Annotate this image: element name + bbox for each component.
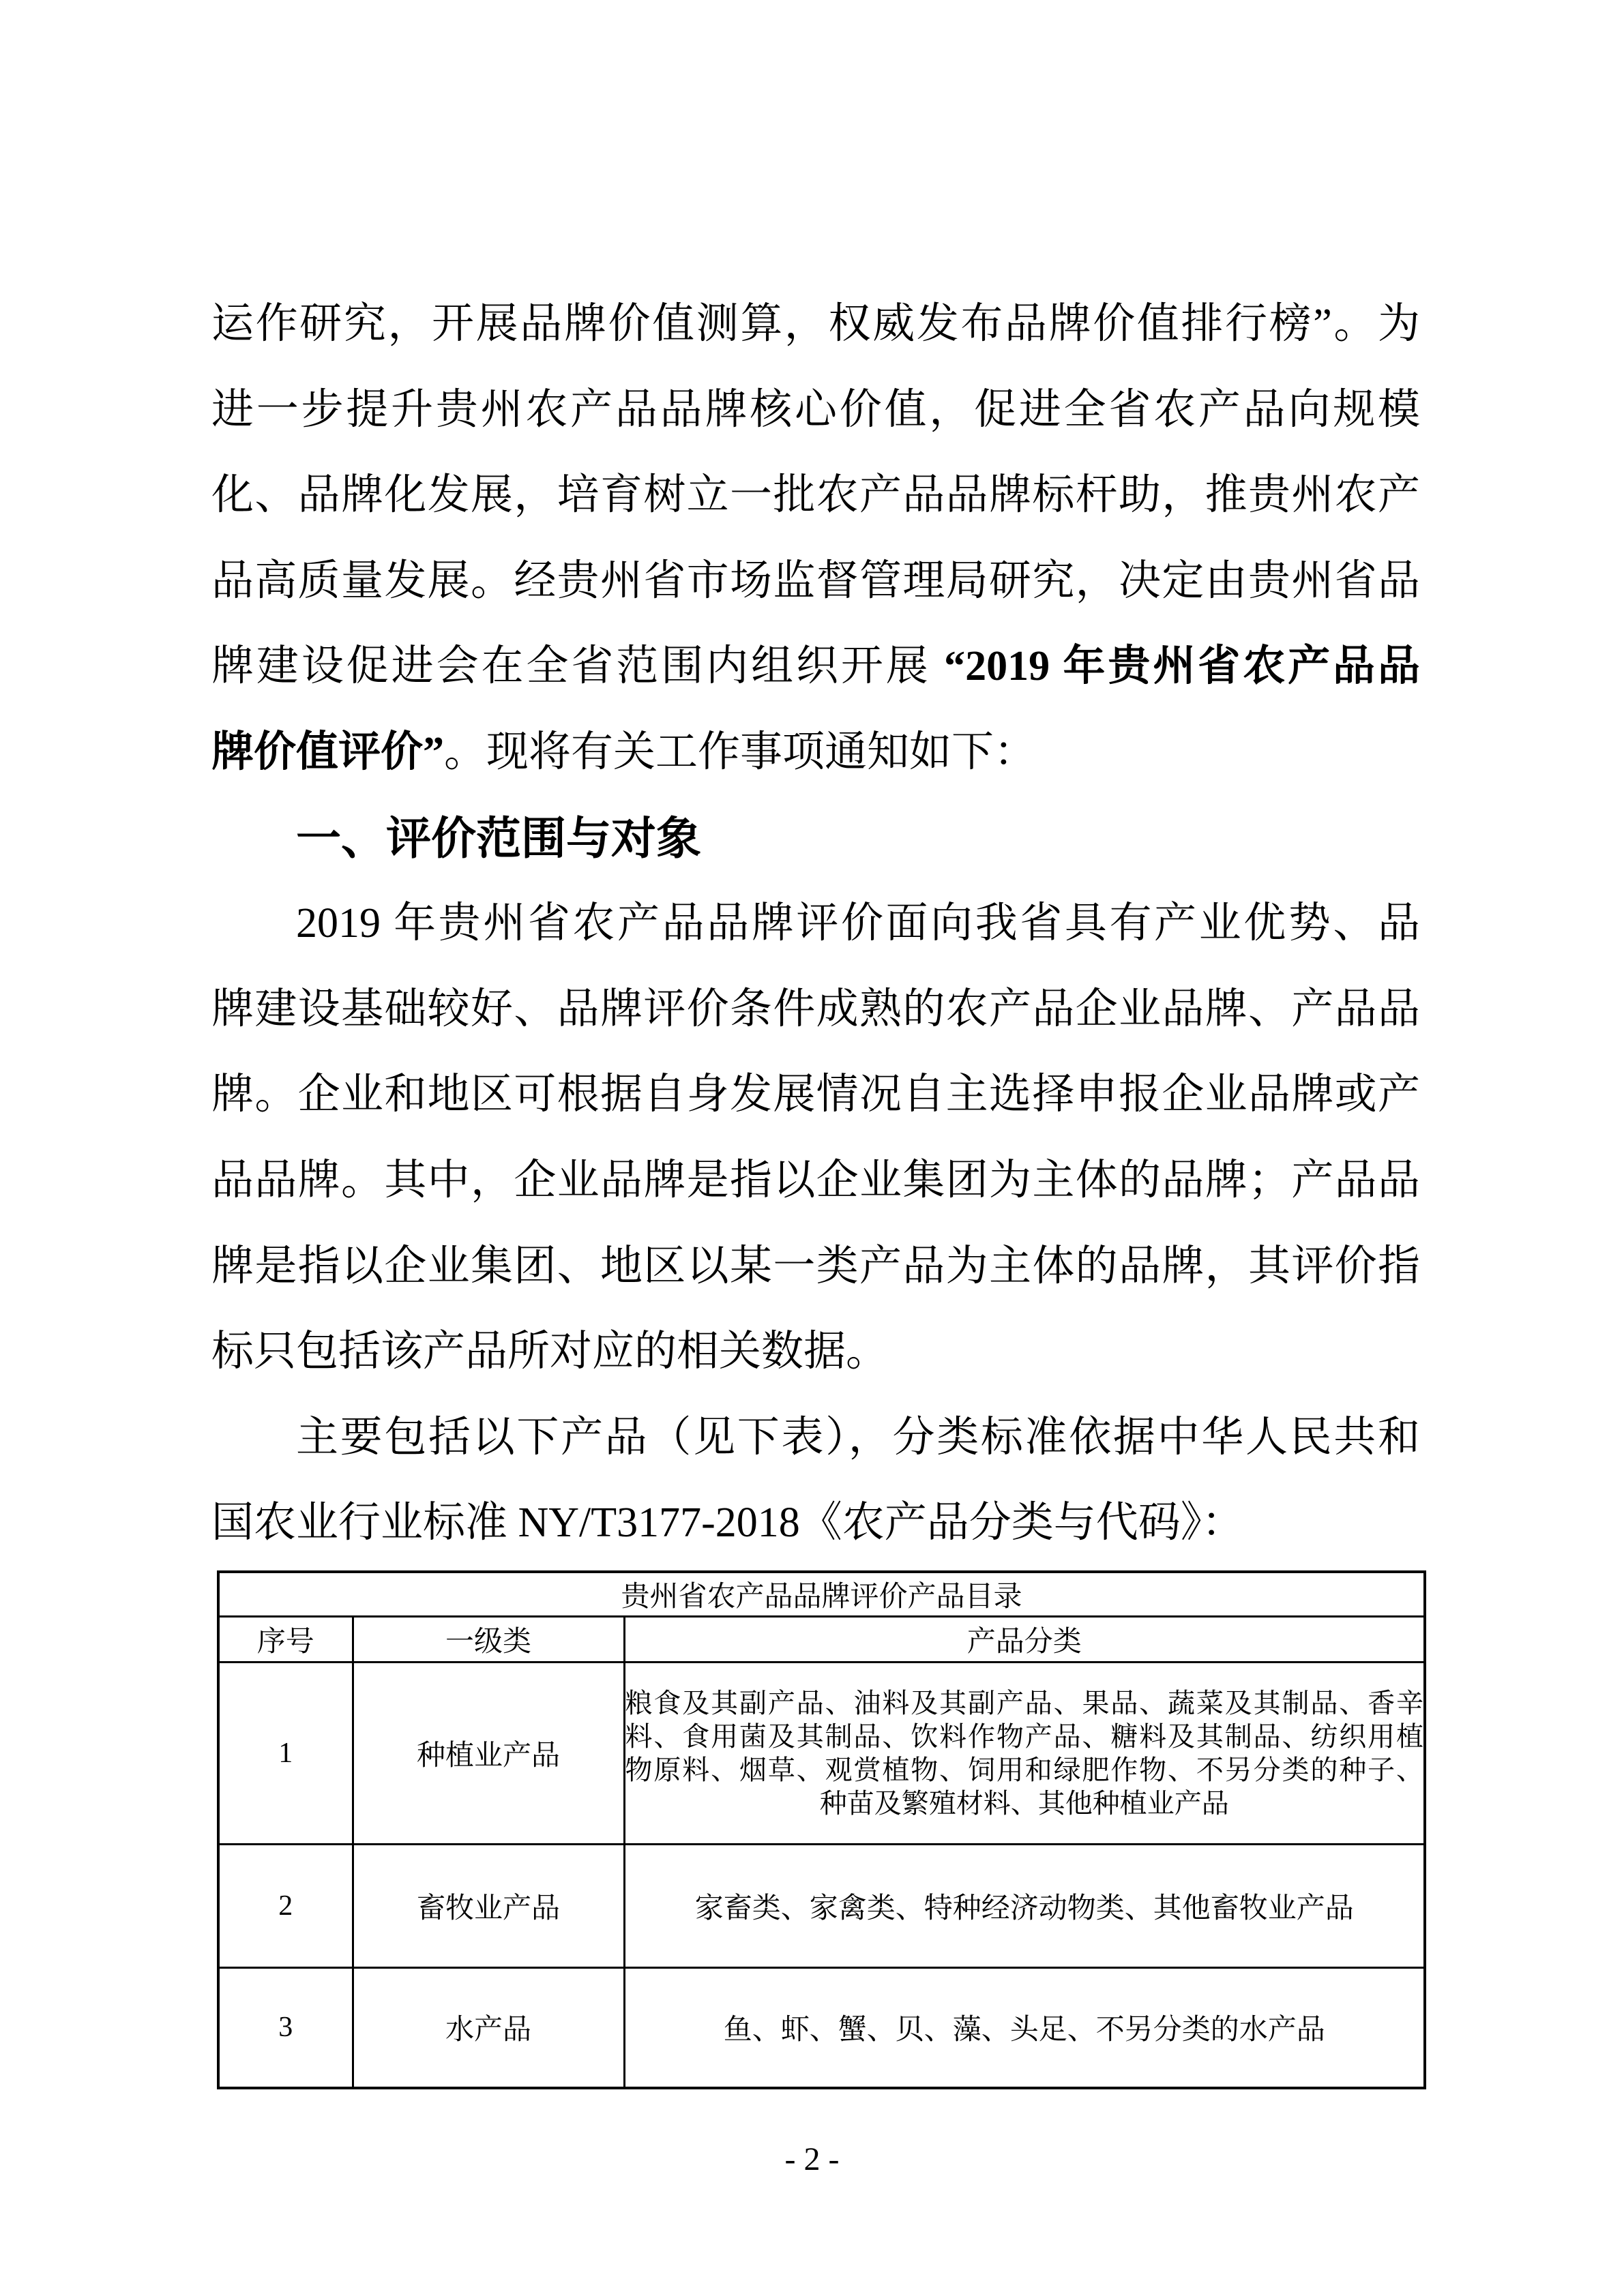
- table-row: [218, 1967, 1425, 2088]
- text-line: 国农业行业标准 NY/T3177-2018《农产品分类与代码》：: [211, 1500, 1244, 1547]
- text-line: 化、品牌化发展，培育树立一批农产品品牌标杆助，推贵州农产: [211, 472, 1420, 519]
- cell-classification: 鱼、虾、蟹、贝、藻、头足、不另分类的水产品: [624, 1967, 1425, 2088]
- table-title: 贵州省农产品品牌评价产品目录: [218, 1572, 1425, 1616]
- column-header-classification: 产品分类: [624, 1616, 1425, 1662]
- cell-no: 2: [218, 1844, 353, 1967]
- text-line: 运作研究，开展品牌价值测算，权威发布品牌价值排行榜”。为: [211, 301, 1420, 347]
- cell-classification: 家畜类、家禽类、特种经济动物类、其他畜牧业产品: [624, 1844, 1425, 1967]
- text-line: 牌。企业和地区可根据自身发展情况自主选择申报企业品牌或产: [211, 1071, 1420, 1118]
- text-line: 标只包括该产品所对应的相关数据。: [211, 1328, 889, 1375]
- text-line: 品品牌。其中，企业品牌是指以企业集团为主体的品牌；产品品: [211, 1157, 1420, 1204]
- text-line: 牌是指以企业集团、地区以某一类产品为主体的品牌，其评价指: [211, 1242, 1420, 1289]
- bold-text-segment: 牌价值评价”: [211, 728, 445, 775]
- text-line: [211, 710, 1420, 796]
- table-row: [218, 1662, 1425, 1844]
- page-number: - 2 -: [784, 2141, 840, 2177]
- text-line: [211, 624, 1420, 710]
- product-catalog-table: [217, 1570, 1426, 2089]
- section-heading: 一、评价范围与对象: [296, 812, 701, 863]
- column-header-category: 一级类: [353, 1616, 624, 1662]
- cell-no: 3: [218, 1967, 353, 2088]
- cell-category: 水产品: [353, 1967, 624, 2088]
- document-body: [211, 282, 1420, 1566]
- cell-text-line: 料、食用菌及其制品、饮料作物产品、糖料及其制品、纺织用植: [625, 1720, 1424, 1752]
- column-header-no: 序号: [218, 1616, 353, 1662]
- table-row: [218, 1844, 1425, 1967]
- cell-category: 畜牧业产品: [353, 1844, 624, 1967]
- text-line: 2019 年贵州省农产品品牌评价面向我省具有产业优势、品: [296, 900, 1420, 947]
- text-line: 牌建设基础较好、品牌评价条件成熟的农产品企业品牌、产品品: [211, 985, 1420, 1032]
- bold-text-segment: “2019 年贵州省农产品品: [944, 643, 1420, 690]
- text-line: 进一步提升贵州农产品品牌核心价值，促进全省农产品向规模: [211, 386, 1420, 433]
- cell-text-line: 粮食及其副产品、油料及其副产品、果品、蔬菜及其制品、香辛: [625, 1687, 1424, 1718]
- cell-text-line: 种苗及繁殖材料、其他种植业产品: [819, 1787, 1229, 1819]
- text-line: 品高质量发展。经贵州省市场监督管理局研究，决定由贵州省品: [211, 557, 1420, 604]
- cell-classification: [624, 1662, 1425, 1844]
- table-title-row: [218, 1572, 1425, 1616]
- table-header-row: [218, 1616, 1425, 1662]
- cell-text-line: 物原料、烟草、观赏植物、饲用和绿肥作物、不另分类的种子、: [625, 1754, 1424, 1785]
- cell-no: 1: [218, 1662, 353, 1844]
- text-segment: 。现将有关工作事项通知如下：: [444, 728, 1037, 775]
- cell-category: 种植业产品: [353, 1662, 624, 1844]
- text-segment: 牌建设促进会在全省范围内组织开展: [211, 643, 945, 690]
- text-line: 主要包括以下产品（见下表），分类标准依据中华人民共和: [296, 1414, 1420, 1461]
